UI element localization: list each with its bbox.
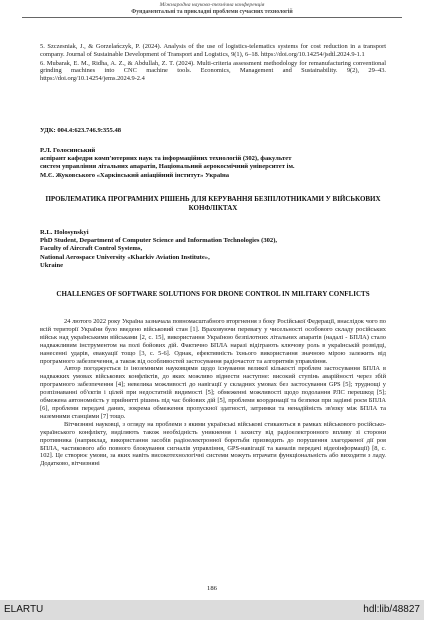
author-block-ua: [40, 147, 386, 180]
author-affiliation-en: Faculty of Aircraft Control Systems,: [40, 245, 143, 253]
article-title-en: CHALLENGES OF SOFTWARE SOLUTIONS FOR DRONE CONTROL IN MILITARY CONFLICTS: [56, 290, 370, 298]
page-number: 186: [207, 585, 217, 592]
author-affiliation-en: PhD Student, Department of Computer Science and Information Technologies (302),: [40, 237, 278, 245]
author-name-en: R.L. Holosynskyi: [40, 229, 89, 236]
author-affiliation-ua: М.Є. Жуковського «Харківський авіаційний інститут» Україна: [40, 171, 230, 179]
author-name-ua: Р.Л. Голосинський: [40, 147, 96, 154]
udk-code: УДК: 004.4:623.746.9:355.48: [40, 127, 122, 134]
footer-repository-label: ELARTU: [4, 604, 44, 615]
body-paragraph: 24 лютого 2022 року Україна зазначала повномасштабного вторгнення з боку Російської Федерації, внаслідок чого по всій території України було введено військовий стан [1]. Враховуючи перевагу у чисельності особового складу російських військ над українськими військами [2, с. 15], використання Україною безпілотних літальних апаратів (надалі - БПЛА) стало надважливим інструментом на полі бойових дій. Фактично БПЛА наразі відіграють ключову роль в українській розвідці, нанесенні ударів, евакуації тощо [3, с. 5-6]. Однак, ефективність їхнього використання значною мірою залежить від програмного забезпечення, а також від особливостей застосування радіочастот та алгоритмів управління.: [40, 318, 386, 365]
header-conference-name: Міжнародна науково-технічна конференція: [159, 2, 265, 8]
author-affiliation-ua: аспірант кафедри комп'ютерних наук та інформаційних технологій (302), факультет: [40, 155, 292, 163]
header-divider: [22, 17, 402, 18]
author-affiliation-en: National Aerospace University «Kharkiv Aviation Institute»,: [40, 253, 210, 261]
body-paragraph: Вітчизняні науковці, з огляду на проблеми з якими українські військові стикаються в рамках військового російсько-українського конфлікту, виділяють також необхідність уникнення і захисту від радіоелектронного впливу зі сторони противника (наприклад, використання засобів радіоелектронної боротьби призводить до порушення злагодженої дії роя БПЛА, частикового або повного блокування сигналів управління, GPS-навігації та каналів передачі відеоінформації) [8, с. 102]. Це створює умови, за яких навіть високотехнологічні системи можуть втрачати функціональність або виходити з ладу. Додатково, вітчизняні: [40, 420, 386, 468]
body-paragraph: Автор погоджується із іноземними науковцями щодо існування великої кількості проблем застосування БПЛА в надважких умовах військових конфліктів, до яких можливо віднести наступне: високий ступінь аварійності через збій програмного забезпечення [4]; невелика можливості до навігації у складних умовах без застосування GPS [5]; труднощі у розпізнаванні об'єктів і цілей при недостатній видимості [5]; обмеженні можливості щодо подолання РЛС перешкод [5]; обмежена автономність у прийнятті рішень під час бойових дій [5], проблеми координації та безпеки при задіяні роєм БПЛА [6], проблеми передачі даних, зокрема обмеження пропускної здатності, затримки та ненадійність зв'язку між БПЛА та наземними станціями [7] тощо.: [40, 365, 386, 420]
author-affiliation-ua: систем управління літальних апаратів, Національний аерокосмічний університет ім.: [40, 163, 295, 171]
author-affiliation-en: Ukraine: [40, 261, 64, 269]
footer-handle-link[interactable]: hdl:lib/48827: [363, 604, 420, 615]
viewer-footer: [0, 600, 424, 620]
running-header: [22, 2, 402, 16]
reference-item: 5. Szczesniak, J., & Gorzelańczyk, P. (2024). Analysis of the use of logistics-telematics systems for cost reduction in a transport company. Journal of Sustainable Development of Transport and Logistics, 9(1), 6–18. https://doi.org/10.14254/jsdtl.2024.9-1.1: [40, 43, 386, 58]
author-block-en: [40, 229, 386, 270]
article-title-ua: ПРОБЛЕМАТИКА ПРОГРАМНИХ РІШЕНЬ ДЛЯ КЕРУВАННЯ БЕЗПІЛОТНИКАМИ У ВІЙСЬКОВИХ КОНФЛІКТАХ: [45, 195, 381, 212]
header-conference-theme: Фундаментальні та прикладні проблеми сучасних технологій: [131, 9, 293, 15]
reference-list: [40, 43, 386, 84]
article-body: [40, 318, 386, 468]
reference-item: 6. Mubarak, E. M., Ridha, A. Z., & Abdullah, Z. T. (2024). Multi-criteria assessment methodology for remanufacturing conventional grinding machines into CNC machine tools. Economics, Management and Sustainability. 9(2), 29–43. https://doi.org/10.14254/jems.2024.9-2.4: [40, 59, 386, 83]
